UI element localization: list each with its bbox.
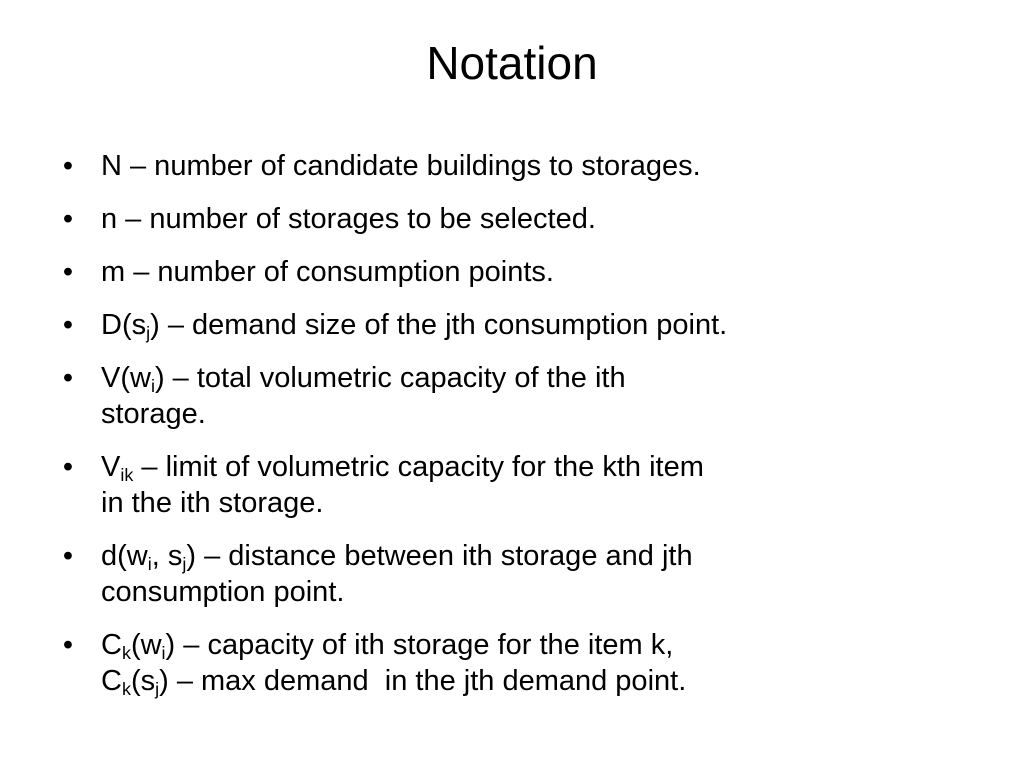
bullet-text: D(s [101, 309, 147, 341]
bullet-text: C [101, 629, 122, 661]
bullet-text: n – number of storages to be selected. [101, 203, 596, 235]
bullet-text: ) – total volumetric capacity of the ith [154, 362, 626, 394]
bullet-line [101, 396, 978, 432]
bullet-line [101, 307, 978, 343]
subscript: j [182, 554, 187, 575]
bullet-text: (s [130, 665, 156, 697]
subscript: k [121, 679, 131, 700]
bullet-text: , s [151, 540, 183, 572]
bullet-text: ) – max demand in the jth demand point. [159, 665, 687, 697]
bullet-text: C [101, 665, 122, 697]
subscript: i [150, 376, 155, 397]
bullet-line [101, 148, 978, 184]
bullet-text: ) – capacity of ith storage for the item k, [165, 629, 674, 661]
bullet-item [58, 201, 978, 237]
bullet-line [101, 254, 978, 290]
bullet-item [58, 148, 978, 184]
subscript: j [155, 679, 160, 700]
bullet-line [101, 627, 978, 663]
bullet-item [58, 254, 978, 290]
subscript: i [161, 643, 166, 664]
bullet-item [58, 538, 978, 610]
bullet-text: d(w [101, 540, 148, 572]
bullet-text: m – number of consumption points. [101, 256, 554, 288]
bullet-text: V [101, 451, 121, 483]
bullet-dot-icon: • [62, 629, 74, 661]
bullet-dot-icon: • [62, 256, 74, 288]
bullet-text: ) – distance between ith storage and jth [186, 540, 693, 572]
subscript: ik [120, 465, 134, 486]
bullet-dot-icon: • [62, 150, 74, 182]
notation-bullet-list [58, 148, 978, 699]
bullet-line [101, 574, 978, 610]
bullet-item [58, 360, 978, 432]
bullet-text: ) – demand size of the jth consumption point. [150, 309, 728, 341]
subscript: i [147, 554, 152, 575]
bullet-text: storage. [101, 398, 206, 430]
bullet-dot-icon: • [62, 540, 74, 572]
bullet-text: consumption point. [101, 576, 345, 608]
subscript: k [121, 643, 131, 664]
bullet-line [101, 360, 978, 396]
bullet-dot-icon: • [62, 451, 74, 483]
bullet-text: (w [130, 629, 162, 661]
bullet-text: N – number of candidate buildings to storages. [101, 150, 701, 182]
slide-title: Notation [426, 37, 598, 89]
bullet-item [58, 449, 978, 521]
bullet-line [101, 201, 978, 237]
bullet-text: – limit of volumetric capacity for the kth item [133, 451, 704, 483]
bullet-line [101, 485, 978, 521]
bullet-text: in the ith storage. [101, 487, 324, 519]
bullet-dot-icon: • [62, 362, 74, 394]
bullet-line [101, 538, 978, 574]
bullet-line [101, 449, 978, 485]
subscript: j [146, 323, 151, 344]
bullet-dot-icon: • [62, 203, 74, 235]
bullet-text: V(w [101, 362, 151, 394]
bullet-item [58, 627, 978, 699]
bullet-dot-icon: • [62, 309, 74, 341]
bullet-item [58, 307, 978, 343]
bullet-line [101, 663, 978, 699]
